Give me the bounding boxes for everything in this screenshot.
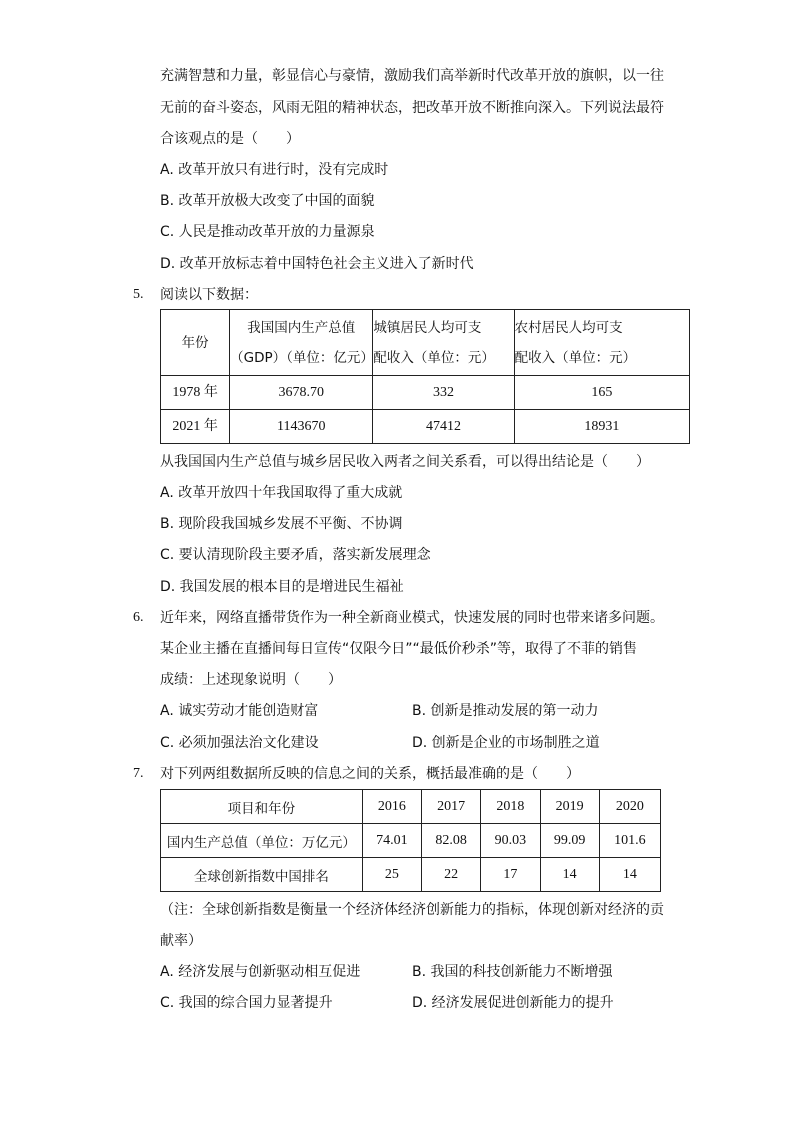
table-row xyxy=(161,376,690,410)
q5-header-year: 年份 xyxy=(161,310,230,376)
q7-cell: 14 xyxy=(540,858,599,892)
q6-option-d: D. 创新是企业的市场制胜之道 xyxy=(412,735,600,751)
q5-cell-urban: 47412 xyxy=(373,410,514,444)
q4-stem-line-1: 充满智慧和力量，彰显信心与豪情，激励我们高举新时代改革开放的旗帜，以一往 xyxy=(160,68,664,84)
q5-cell-year: 2021 年 xyxy=(161,410,230,444)
q6-stem-line-1: 近年来，网络直播带货作为一种全新商业模式，快速发展的同时也带来诸多问题。 xyxy=(160,610,664,626)
q5-header-rural-income xyxy=(514,310,689,376)
q7-row-label: 全球创新指数中国排名 xyxy=(161,858,363,892)
q5-header-urban-line1: 城镇居民人均可支 xyxy=(373,319,482,336)
q6-number: 6. xyxy=(133,610,144,625)
q5-option-c: C. 要认清现阶段主要矛盾，落实新发展理念 xyxy=(160,547,431,563)
q5-option-b: B. 现阶段我国城乡发展不平衡、不协调 xyxy=(160,516,403,532)
q5-option-d: D. 我国发展的根本目的是增进民生福祉 xyxy=(160,579,404,595)
q7-cell: 99.09 xyxy=(540,824,599,858)
q7-cell: 22 xyxy=(422,858,481,892)
q7-cell: 90.03 xyxy=(481,824,540,858)
q4-option-d: D. 改革开放标志着中国特色社会主义进入了新时代 xyxy=(160,256,474,272)
q7-header-year: 2018 xyxy=(481,790,540,824)
q7-header-item: 项目和年份 xyxy=(161,790,363,824)
q7-option-d: D. 经济发展促进创新能力的提升 xyxy=(412,995,614,1011)
q7-header-year: 2016 xyxy=(362,790,421,824)
q5-number: 5. xyxy=(133,287,144,302)
q6-stem-line-2: 某企业主播在直播间每日宣传“仅限今日”“最低价秒杀”等，取得了不菲的销售 xyxy=(160,641,638,657)
q7-cell: 82.08 xyxy=(422,824,481,858)
q7-header-year: 2019 xyxy=(540,790,599,824)
q4-option-a: A. 改革开放只有进行时，没有完成时 xyxy=(160,162,389,178)
q4-option-c: C. 人民是推动改革开放的力量源泉 xyxy=(160,224,375,240)
q7-header-year: 2017 xyxy=(422,790,481,824)
q7-cell: 17 xyxy=(481,858,540,892)
q7-cell: 101.6 xyxy=(599,824,660,858)
q7-note-line-2: 献率） xyxy=(160,933,202,949)
q4-option-b: B. 改革开放极大改变了中国的面貌 xyxy=(160,193,375,209)
q5-cell-urban: 332 xyxy=(373,376,514,410)
q6-option-a: A. 诚实劳动才能创造财富 xyxy=(160,703,319,719)
q7-data-table xyxy=(160,789,661,892)
q5-header-urban-line2: 配收入（单位：元） xyxy=(373,349,495,366)
q7-note-line-1: （注：全球创新指数是衡量一个经济体经济创新能力的指标，体现创新对经济的贡 xyxy=(160,902,664,918)
q7-cell: 14 xyxy=(599,858,660,892)
q7-stem: 对下列两组数据所反映的信息之间的关系，概括最准确的是（ ） xyxy=(160,766,580,782)
q5-header-gdp-line1: 我国国内生产总值 xyxy=(247,319,356,336)
q5-header-rural-line1: 农村居民人均可支 xyxy=(514,319,623,336)
table-row xyxy=(161,790,661,824)
q5-data-table xyxy=(160,309,690,444)
q5-header-gdp-line2: （GDP）（单位：亿元） xyxy=(230,349,374,366)
table-row xyxy=(161,410,690,444)
q5-cell-year: 1978 年 xyxy=(161,376,230,410)
q5-question: 从我国国内生产总值与城乡居民收入两者之间关系看，可以得出结论是（ ） xyxy=(160,454,650,470)
q4-stem-line-2: 无前的奋斗姿态，风雨无阻的精神状态，把改革开放不断推向深入。下列说法最符 xyxy=(160,100,664,116)
q7-number: 7. xyxy=(133,766,144,781)
q7-cell: 74.01 xyxy=(362,824,421,858)
q7-cell: 25 xyxy=(362,858,421,892)
q7-header-year: 2020 xyxy=(599,790,660,824)
q6-stem-line-3: 成绩：上述现象说明（ ） xyxy=(160,672,342,688)
q5-header-gdp xyxy=(230,310,373,376)
q5-cell-rural: 18931 xyxy=(514,410,689,444)
q6-option-c: C. 必须加强法治文化建设 xyxy=(160,735,319,751)
q5-stem: 阅读以下数据： xyxy=(160,287,258,303)
q7-option-a: A. 经济发展与创新驱动相互促进 xyxy=(160,964,361,980)
q5-cell-gdp: 3678.70 xyxy=(230,376,373,410)
q5-header-rural-line2: 配收入（单位：元） xyxy=(514,349,637,366)
q5-cell-rural: 165 xyxy=(514,376,689,410)
q7-option-b: B. 我国的科技创新能力不断增强 xyxy=(412,964,613,980)
q5-cell-gdp: 1143670 xyxy=(230,410,373,444)
table-row xyxy=(161,858,661,892)
q5-header-urban-income xyxy=(373,310,514,376)
q7-option-c: C. 我国的综合国力显著提升 xyxy=(160,995,333,1011)
q4-stem-line-3: 合该观点的是（ ） xyxy=(160,131,300,147)
q7-row-label: 国内生产总值（单位：万亿元） xyxy=(161,824,363,858)
q6-option-b: B. 创新是推动发展的第一动力 xyxy=(412,703,599,719)
q5-option-a: A. 改革开放四十年我国取得了重大成就 xyxy=(160,485,403,501)
table-row xyxy=(161,824,661,858)
